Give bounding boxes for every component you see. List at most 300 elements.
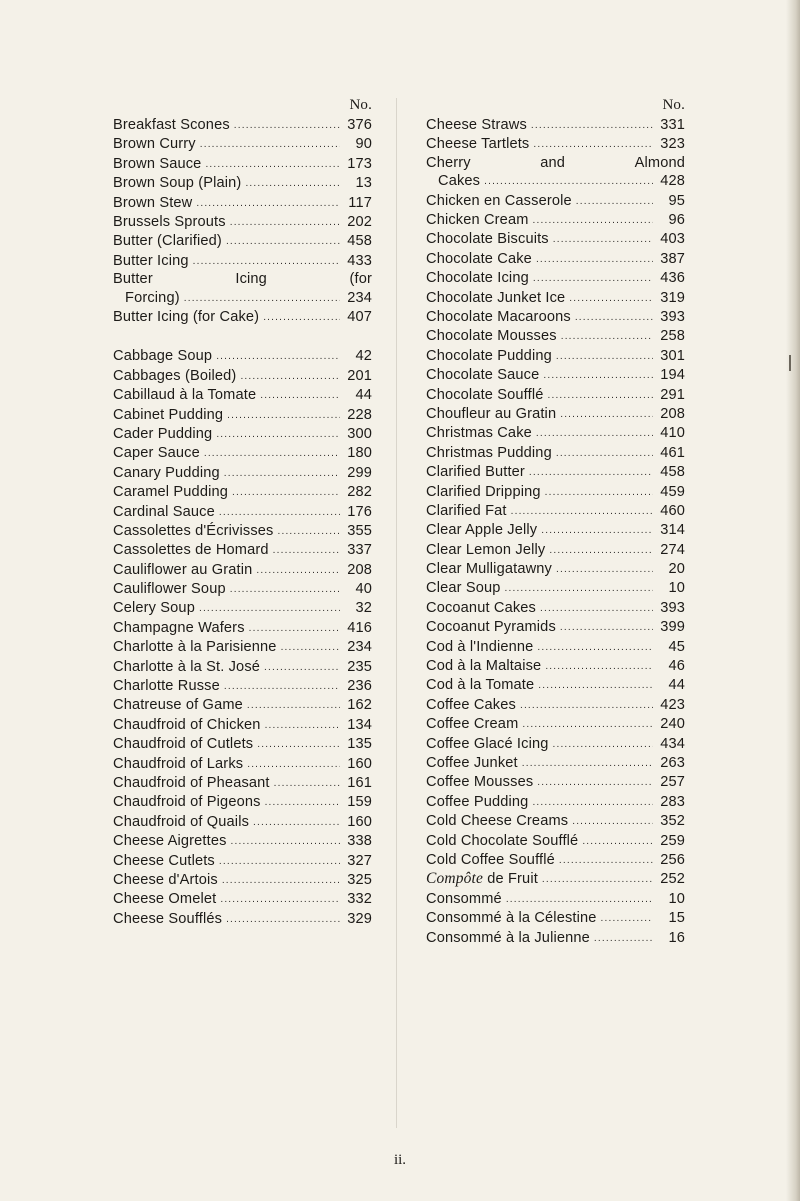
index-entry <box>113 155 372 174</box>
entry-name: Cod à la Maltaise <box>426 658 542 675</box>
entry-name: Chocolate Mousses <box>426 328 557 345</box>
dot-leader <box>533 211 653 230</box>
dot-leader <box>249 619 340 638</box>
entry-number: 90 <box>355 136 372 153</box>
dot-leader <box>260 386 340 405</box>
index-entry <box>426 366 685 385</box>
index-entry <box>113 755 372 774</box>
dot-leader <box>484 172 653 191</box>
entry-number: 234 <box>347 639 372 656</box>
entry-number: 376 <box>347 116 372 133</box>
entry-name: Chocolate Macaroons <box>426 309 571 325</box>
entry-name: Coffee Cream <box>426 716 519 733</box>
index-entry <box>113 213 372 232</box>
dot-leader <box>576 192 653 211</box>
entry-name: Caper Sauce <box>113 445 200 462</box>
index-entry <box>113 444 372 463</box>
entry-number: 434 <box>660 735 685 752</box>
index-entry <box>426 192 685 211</box>
dot-leader <box>273 541 340 560</box>
entry-name: Chocolate Biscuits <box>426 231 549 248</box>
entry-name: Cabinet Pudding <box>113 406 224 423</box>
entry-name: Cauliflower Soup <box>113 581 226 598</box>
dot-leader <box>257 735 340 754</box>
index-entry <box>426 735 685 754</box>
dot-leader <box>232 483 340 502</box>
index-entry <box>113 910 372 929</box>
dot-leader <box>549 541 653 560</box>
dot-leader <box>196 194 340 213</box>
entry-number: 423 <box>660 696 685 713</box>
entry-name: Chaudfroid of Pigeons <box>113 794 261 811</box>
entry-number: 159 <box>347 794 372 811</box>
entry-number: 95 <box>668 192 685 209</box>
entry-name: Cod à la Tomate <box>426 677 535 694</box>
entry-name: Brussels Sprouts <box>113 213 226 230</box>
dot-leader <box>253 813 340 832</box>
index-entry <box>426 250 685 269</box>
dot-leader <box>575 308 653 327</box>
dot-leader <box>247 696 340 715</box>
index-entry <box>113 890 372 909</box>
entry-name: Chicken en Casserole <box>426 192 572 209</box>
index-entry <box>113 425 372 444</box>
entry-name: Chocolate Pudding <box>426 347 552 364</box>
index-entry <box>113 522 372 541</box>
dot-leader <box>216 347 340 366</box>
entry-name: Coffee Pudding <box>426 793 529 810</box>
entry-number: 410 <box>660 425 685 442</box>
entry-name: Clear Soup <box>426 580 501 597</box>
index-entry <box>113 735 372 754</box>
dot-leader <box>582 832 653 851</box>
dot-leader <box>230 213 340 232</box>
entry-number: 257 <box>660 774 685 791</box>
entry-list <box>426 116 685 948</box>
entry-number: 161 <box>347 774 372 791</box>
entry-name: Clear Lemon Jelly <box>426 541 546 558</box>
entry-name: Cold Cheese Creams <box>426 813 569 830</box>
dot-leader <box>216 425 340 444</box>
dot-leader <box>556 347 653 366</box>
entry-name: Cabbage Soup <box>113 348 213 365</box>
index-entry <box>113 793 372 812</box>
dot-leader <box>265 793 340 812</box>
dot-leader <box>541 521 653 540</box>
index-entry <box>113 503 372 522</box>
index-entry <box>426 599 685 618</box>
entry-number: 283 <box>660 793 685 810</box>
index-entry <box>426 657 685 676</box>
dot-leader <box>536 250 653 269</box>
index-entry <box>113 696 372 715</box>
index-entry <box>113 308 372 327</box>
entry-name: Cold Chocolate Soufflé <box>426 832 579 849</box>
entry-name: Cheese Straws <box>426 116 527 133</box>
dot-leader <box>226 232 340 251</box>
dot-leader <box>542 870 653 889</box>
entry-number: 44 <box>668 677 685 694</box>
index-entry <box>426 483 685 502</box>
entry-number: 387 <box>660 250 685 267</box>
entry-name: Consommé à la Julienne <box>426 929 590 946</box>
entry-name: Cabillaud à la Tomate <box>113 387 257 404</box>
entry-number: 13 <box>355 175 372 192</box>
index-entry <box>113 174 372 193</box>
entry-list <box>113 116 372 929</box>
index-entry <box>426 696 685 715</box>
entry-number: 208 <box>660 405 685 422</box>
entry-name: Chatreuse of Game <box>113 697 243 714</box>
dot-leader <box>543 366 653 385</box>
entry-number: 40 <box>355 581 372 598</box>
dot-leader <box>226 910 340 929</box>
entry-number: 236 <box>347 678 372 695</box>
index-entry <box>426 327 685 346</box>
entry-name: Brown Curry <box>113 136 196 153</box>
dot-leader <box>234 116 340 135</box>
index-entry <box>426 269 685 288</box>
entry-name: Chaudfroid of Cutlets <box>113 736 254 753</box>
entry-number: 436 <box>660 270 685 287</box>
entry-number: 300 <box>347 425 372 442</box>
entry-number: 327 <box>347 852 372 869</box>
entry-number: 134 <box>347 716 372 733</box>
entry-name: Clarified Dripping <box>426 483 541 500</box>
entry-name: Chocolate Cake <box>426 250 532 267</box>
dot-leader <box>572 812 653 831</box>
index-entry <box>426 116 685 135</box>
entry-name: Compôte de Fruit <box>426 870 538 888</box>
index-entry <box>113 832 372 851</box>
index-entry <box>426 851 685 870</box>
entry-number: 235 <box>347 658 372 675</box>
entry-name: Clarified Butter <box>426 464 525 481</box>
entry-number: 240 <box>660 716 685 733</box>
entry-name: Brown Stew <box>113 194 193 211</box>
entry-number: 323 <box>660 136 685 153</box>
dot-leader <box>506 890 653 909</box>
dot-leader <box>532 793 653 812</box>
entry-name: Chaudfroid of Pheasant <box>113 774 270 791</box>
dot-leader <box>200 135 340 154</box>
entry-number: 331 <box>660 116 685 133</box>
entry-name: Cakes <box>438 173 481 190</box>
entry-number: 274 <box>660 541 685 558</box>
entry-name: Cold Coffee Soufflé <box>426 851 555 868</box>
dot-leader <box>520 696 653 715</box>
entry-number: 202 <box>347 213 372 230</box>
entry-number: 428 <box>660 173 685 190</box>
entry-name: Cod à l'Indienne <box>426 638 534 655</box>
index-entry <box>426 832 685 851</box>
dot-leader <box>538 676 653 695</box>
entry-number: 10 <box>668 890 685 907</box>
index-entry <box>113 599 372 618</box>
entry-number: 176 <box>347 503 372 520</box>
dot-leader <box>556 444 653 463</box>
entry-name: Coffee Junket <box>426 754 518 771</box>
entry-number: 291 <box>660 386 685 403</box>
entry-name: Cheese Cutlets <box>113 852 215 869</box>
dot-leader <box>277 522 340 541</box>
entry-number: 160 <box>347 813 372 830</box>
entry-number: 352 <box>660 813 685 830</box>
dot-leader <box>601 909 653 928</box>
entry-number: 162 <box>347 697 372 714</box>
index-entry <box>113 464 372 483</box>
entry-number: 46 <box>668 658 685 675</box>
entry-name: Chocolate Icing <box>426 270 529 287</box>
index-entry <box>426 444 685 463</box>
dot-leader <box>553 735 654 754</box>
entry-name: Clear Apple Jelly <box>426 522 538 539</box>
entry-name: Brown Sauce <box>113 155 202 172</box>
index-entry <box>426 230 685 249</box>
dot-leader <box>537 773 653 792</box>
entry-name: Chicken Cream <box>426 212 529 229</box>
entry-name: Charlotte à la St. José <box>113 658 261 675</box>
dot-leader <box>545 657 653 676</box>
entry-number: 459 <box>660 483 685 500</box>
entry-name: Cherry and Almond <box>426 154 685 171</box>
entry-name: Charlotte à la Parisienne <box>113 639 277 656</box>
entry-name: Chocolate Sauce <box>426 367 540 384</box>
index-entry <box>426 579 685 598</box>
index-entry <box>426 172 685 191</box>
index-entry <box>113 252 372 271</box>
entry-number: 180 <box>347 445 372 462</box>
dot-leader <box>511 502 653 521</box>
entry-number: 96 <box>668 212 685 229</box>
dot-leader <box>240 367 340 386</box>
entry-number: 458 <box>347 233 372 250</box>
column-header-no: No. <box>662 97 685 113</box>
index-entry <box>426 638 685 657</box>
entry-name: Butter Icing (for Cake) <box>113 309 260 325</box>
entry-name: Cheese Soufflés <box>113 910 223 927</box>
dot-leader <box>537 638 653 657</box>
dot-leader <box>548 386 654 405</box>
dot-leader <box>522 715 653 734</box>
index-entry <box>426 890 685 909</box>
entry-number: 234 <box>347 289 372 306</box>
index-entry <box>426 135 685 154</box>
dot-leader <box>522 754 653 773</box>
entry-number: 258 <box>660 328 685 345</box>
entry-name: Butter (Clarified) <box>113 233 222 250</box>
index-entry <box>113 774 372 793</box>
page-number: ii. <box>393 1152 407 1168</box>
entry-number: 329 <box>347 910 372 927</box>
index-entry <box>426 560 685 579</box>
dot-leader <box>204 444 340 463</box>
entry-number: 263 <box>660 754 685 771</box>
index-entry <box>113 116 372 135</box>
entry-number: 201 <box>347 367 372 384</box>
entry-number: 301 <box>660 347 685 364</box>
dot-leader <box>505 579 653 598</box>
dot-leader <box>224 464 340 483</box>
entry-name: Canary Pudding <box>113 464 220 481</box>
dot-leader <box>560 405 653 424</box>
entry-number: 32 <box>355 600 372 617</box>
index-entry <box>426 155 685 173</box>
index-entry <box>426 909 685 928</box>
index-entry <box>426 347 685 366</box>
entry-name: Chaudfroid of Quails <box>113 813 250 830</box>
entry-number: 252 <box>660 871 685 888</box>
entry-number: 460 <box>660 502 685 519</box>
dot-leader <box>219 852 340 871</box>
entry-name: Charlotte Russe <box>113 678 220 695</box>
entry-name: Clarified Fat <box>426 502 507 519</box>
entry-number: 173 <box>347 155 372 172</box>
entry-number: 461 <box>660 444 685 461</box>
entry-number: 135 <box>347 736 372 753</box>
index-entry <box>426 211 685 230</box>
index-entry <box>113 135 372 154</box>
entry-number: 458 <box>660 464 685 481</box>
index-entry <box>426 929 685 948</box>
index-entry <box>113 813 372 832</box>
dot-leader <box>545 483 653 502</box>
entry-number: 403 <box>660 231 685 248</box>
entry-name: Coffee Mousses <box>426 774 534 791</box>
entry-name: Coffee Glacé Icing <box>426 735 549 752</box>
entry-number: 393 <box>660 309 685 325</box>
entry-number: 42 <box>355 348 372 365</box>
entry-number: 399 <box>660 619 685 636</box>
index-entry <box>426 521 685 540</box>
entry-name: Cader Pudding <box>113 425 213 442</box>
entry-number: 433 <box>347 252 372 269</box>
dot-leader <box>529 463 653 482</box>
index-entry <box>113 232 372 251</box>
dot-leader <box>594 929 653 948</box>
dot-leader <box>227 406 340 425</box>
dot-leader <box>533 135 653 154</box>
dot-leader <box>199 599 340 618</box>
entry-number: 338 <box>347 833 372 850</box>
entry-number: 256 <box>660 851 685 868</box>
entry-name: Breakfast Scones <box>113 116 230 133</box>
index-entry <box>113 541 372 560</box>
index-entry <box>426 308 685 327</box>
entry-name: Clear Mulligatawny <box>426 561 552 578</box>
index-entry <box>426 773 685 792</box>
index-entry <box>426 812 685 831</box>
entry-name: Celery Soup <box>113 600 195 617</box>
index-entry <box>113 483 372 502</box>
entry-name: Chaudfroid of Chicken <box>113 716 261 733</box>
dot-leader <box>556 560 653 579</box>
dot-leader <box>560 618 653 637</box>
entry-number: 393 <box>660 599 685 616</box>
index-entry <box>113 580 372 599</box>
entry-number: 325 <box>347 871 372 888</box>
dot-leader <box>230 580 340 599</box>
dot-leader <box>553 230 653 249</box>
entry-name: Cheese Aigrettes <box>113 833 227 850</box>
entry-number: 194 <box>660 367 685 384</box>
dot-leader <box>205 155 340 174</box>
section-gap <box>113 327 372 347</box>
entry-name: Christmas Pudding <box>426 444 552 461</box>
dot-leader <box>559 851 653 870</box>
dot-leader <box>263 308 340 327</box>
dot-leader <box>247 755 340 774</box>
index-entry <box>113 406 372 425</box>
index-entry <box>426 289 685 308</box>
entry-name: Consommé <box>426 890 502 907</box>
entry-number: 319 <box>660 289 685 306</box>
index-entry <box>113 677 372 696</box>
entry-name: Forcing) <box>125 289 180 306</box>
entry-number: 44 <box>355 387 372 404</box>
dot-leader <box>281 638 340 657</box>
dot-leader <box>569 289 653 308</box>
entry-name: Christmas Cake <box>426 425 532 442</box>
entry-number: 117 <box>348 194 372 211</box>
index-entry <box>113 619 372 638</box>
index-entry <box>113 367 372 386</box>
index-entry <box>113 852 372 871</box>
entry-name: Cabbages (Boiled) <box>113 367 237 384</box>
dot-leader <box>245 174 340 193</box>
entry-name: Cassolettes de Homard <box>113 542 269 559</box>
dot-leader <box>561 327 653 346</box>
entry-name: Cassolettes d'Écrivisses <box>113 522 274 539</box>
index-entry <box>113 347 372 366</box>
entry-name: Chocolate Junket Ice <box>426 289 566 306</box>
index-entry <box>426 793 685 812</box>
entry-name: Butter Icing <box>113 252 189 269</box>
dot-leader <box>536 424 653 443</box>
dot-leader <box>256 561 340 580</box>
index-entry <box>113 658 372 677</box>
dot-leader <box>222 871 340 890</box>
index-entry <box>113 561 372 580</box>
entry-number: 160 <box>347 755 372 772</box>
entry-number: 337 <box>347 542 372 559</box>
entry-name: Choufleur au Gratin <box>426 405 557 422</box>
entry-name: Cocoanut Cakes <box>426 599 536 616</box>
index-entry <box>426 618 685 637</box>
index-entry <box>113 871 372 890</box>
dot-leader <box>184 289 340 308</box>
entry-name: Cheese d'Artois <box>113 871 218 888</box>
entry-number: 208 <box>347 561 372 578</box>
entry-number: 10 <box>668 580 685 597</box>
index-entry <box>426 754 685 773</box>
entry-name: Cheese Omelet <box>113 891 217 908</box>
entry-name: Brown Soup (Plain) <box>113 175 242 192</box>
dot-leader <box>220 890 340 909</box>
index-entry <box>113 271 372 289</box>
index-entry <box>113 638 372 657</box>
dot-leader <box>224 677 340 696</box>
index-entry <box>426 870 685 889</box>
entry-number: 259 <box>660 832 685 849</box>
index-entry <box>426 386 685 405</box>
dot-leader <box>231 832 340 851</box>
entry-number: 355 <box>347 522 372 539</box>
entry-number: 314 <box>660 522 685 539</box>
entry-number: 45 <box>668 638 685 655</box>
index-entry <box>426 715 685 734</box>
entry-name: Butter Icing (for <box>113 271 372 288</box>
